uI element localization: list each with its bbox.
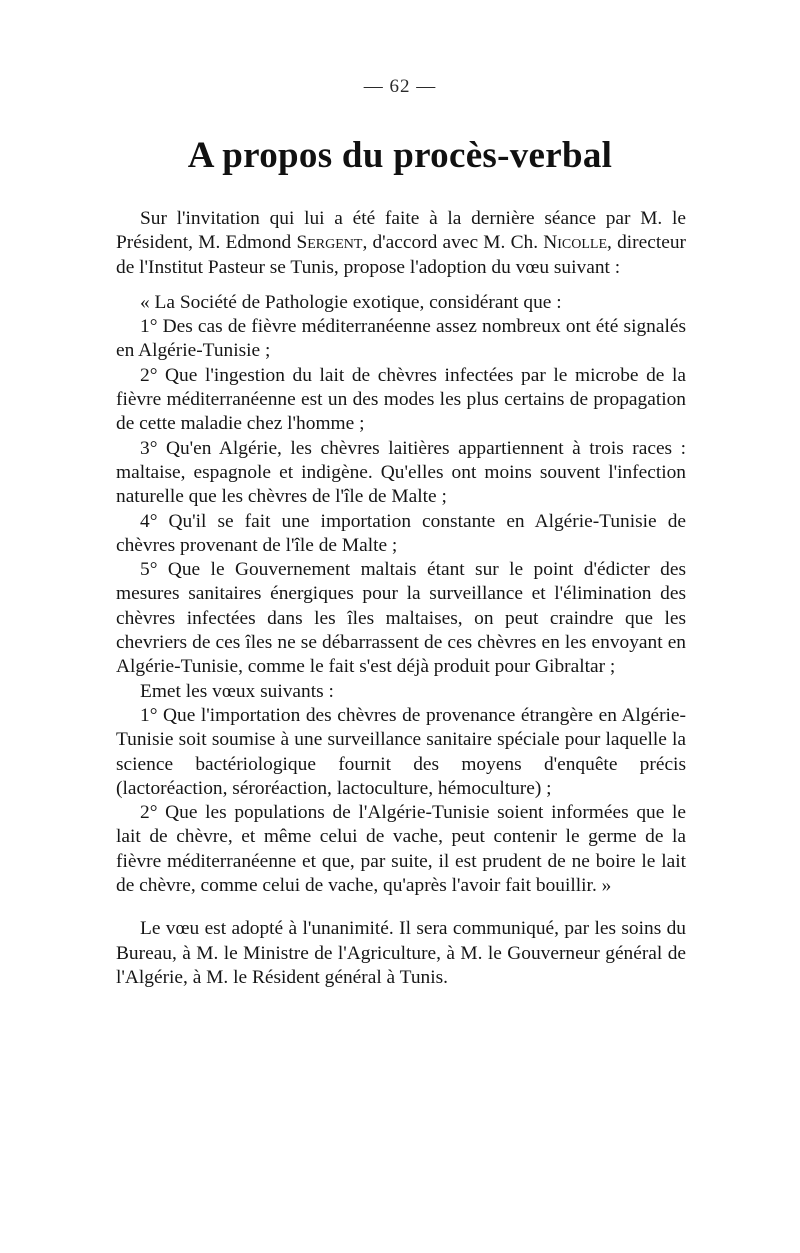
intro-text-2: , d'accord avec M. Ch.	[362, 232, 544, 254]
consideration-4: 4° Qu'il se fait une importation constante en Algérie-Tunisie de chèvres provenant de l'île de Malte ;	[116, 510, 686, 556]
page-title: A propos du procès-verbal	[187, 135, 613, 176]
conclusion-paragraph: Le vœu est adopté à l'unanimité. Il sera communiqué, par les soins du Bureau, à M. le Ministre de l'Agriculture, à M. le Gouverneur général de l'Algérie, à M. le Résident général à Tunis.	[116, 918, 686, 988]
intro-text-1: Sur l'invitation qui lui a été faite à la dernière séance par M. le Président, M. Edmond	[116, 208, 686, 254]
vow-opening: « La Société de Pathologie exotique, considérant que :	[140, 291, 562, 313]
consideration-5: 5° Que le Gouvernement maltais étant sur le point d'édicter des mesures sanitaires énergiques pour la surveillance et l'élimination des chèvres infectées dans les îles maltaises, on peut craindre que les chevriers de ces îles ne se débarrassent de ces chèvres en les envoyant en Algérie-Tunisie, comme le fait s'est déjà produit pour Gibraltar ;	[116, 559, 686, 678]
consideration-1: 1° Des cas de fièvre méditerranéenne assez nombreux ont été signalés en Algérie-Tunisie ;	[116, 316, 686, 362]
consideration-3: 3° Qu'en Algérie, les chèvres laitières appartiennent à trois races : maltaise, espagnole et indigène. Qu'elles ont moins souvent l'infection naturelle que les chèvres de l'île de Malte ;	[116, 437, 686, 508]
intro-text-3: , directeur de l'Institut Pasteur se Tunis, propose l'adoption du vœu suivant :	[116, 232, 686, 278]
consideration-2: 2° Que l'ingestion du lait de chèvres infectées par le microbe de la fièvre méditerranéenne est un des modes les plus certains de propagation de cette maladie chez l'homme ;	[116, 364, 686, 435]
intro-paragraph	[116, 207, 686, 280]
person-name-nicolle: Nicolle	[543, 232, 608, 254]
resolution-1: 1° Que l'importation des chèvres de provenance étrangère en Algérie-Tunisie soit soumise à une surveillance sanitaire spéciale pour laquelle la science bactériologique fournit des moyens d'enquête précis (lactoréaction, séroréaction, lactoculture, hémoculture) ;	[116, 704, 686, 799]
resolution-intro: Emet les vœux suivants :	[140, 680, 334, 702]
resolution-2: 2° Que les populations de l'Algérie-Tunisie soient informées que le lait de chèvre, et même celui de vache, peut contenir le germe de la fièvre méditerranéenne et que, par suite, il est prudent de ne boire le lait de chèvre, comme celui de vache, qu'après l'avoir fait bouillir. »	[116, 802, 686, 897]
page-number: — 62 —	[363, 76, 437, 97]
person-name-sergent: Sergent	[296, 232, 363, 254]
document-body	[116, 207, 686, 990]
